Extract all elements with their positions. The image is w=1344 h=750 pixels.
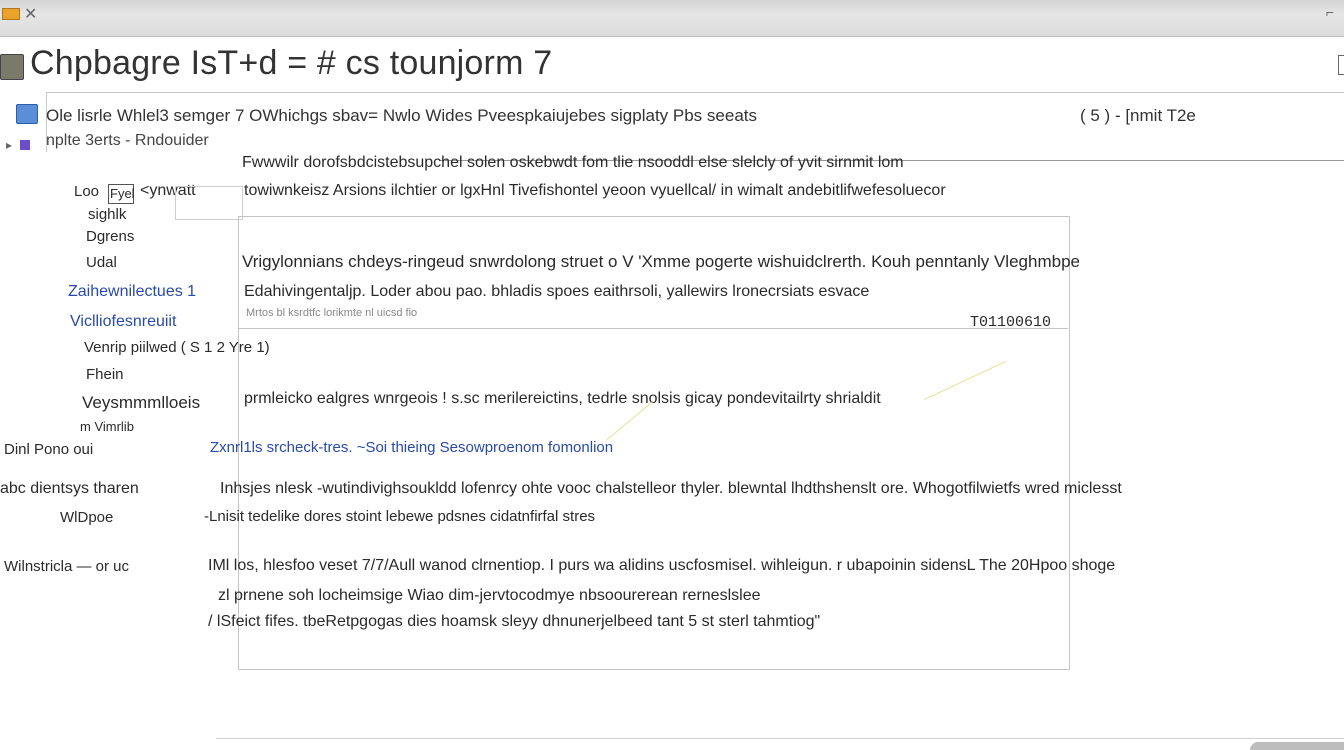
paragraph-4: prmleicko ealgres wnrgeois ! s.sc merilereictins, tedrle snolsis gicay pondevitailrty shrialdit [244, 390, 881, 407]
app-icon [0, 54, 24, 80]
scrollbar-thumb[interactable] [1250, 742, 1344, 750]
paragraph-2: Edahivingentaljp. Loder abou pao. bhladis spoes eaithrsoli, yallewirs lronecrsiats esvace [244, 283, 870, 300]
paragraph-6: Inhsjes nlesk -wutindivighsoukldd lofenrcy ohte vooc chalstelleor thyler. blewntal lhdthshenslt ore. Whogotfilwietfs wred miclesst [220, 480, 1122, 497]
sidebar-item-zaihewnilectues[interactable]: Zaihewnilectues 1 [68, 283, 197, 300]
sidebar-item-fhein[interactable]: Fhein [86, 366, 124, 383]
paragraph-5[interactable]: Zxnrl1ls srcheck-tres. ~Soi thieing Sesowproenom fomonlion [210, 439, 614, 456]
sidebar-item-loo[interactable]: Loo [74, 183, 100, 200]
paragraph-7: -Lnisit tedelike dores stoint lebewe pdsnes cidatnfirfal stres [204, 508, 596, 525]
content-row-top: Fwwwilr dorofsbdcistebsupchel solen oskebwdt fom tlie nsooddl else slelcly of yvit sirnmit lom [242, 154, 904, 171]
sidebar-item-abc[interactable]: abc dientsys tharen [0, 480, 139, 497]
folder-icon [2, 8, 20, 20]
header-line: Ole lisrle Whlel3 semger 7 OWhichgs sbav= Nwlo Wides Pveespkaiujebes sigplaty Pbs seeats [46, 106, 757, 125]
sidebar-item-udal[interactable]: Udal [86, 254, 117, 271]
title-bar [0, 0, 1344, 37]
header-subline[interactable]: nplte 3erts - Rndouider [46, 132, 209, 149]
close-icon[interactable]: ✕ [24, 6, 38, 23]
content-row-mid: towiwnkeisz Arsions ilchtier or lgxHnl Tivefishontel yeoon vyuellcal/ in wimalt andebitlifwefesoluecor [244, 182, 946, 199]
expand-arrow-icon[interactable]: ▸ [6, 138, 13, 152]
sidebar-item-wilnstricla[interactable]: Wilnstricla — or uc [4, 558, 130, 575]
sidebar-item-dinl[interactable]: Dinl Pono oui [4, 441, 94, 458]
paragraph-9: zl prnene soh locheimsige Wiao dim-jervtocodmye nbsoourerean rerneslslee [218, 587, 761, 604]
paragraph-10: / lSfeict fifes. tbeRetpgogas dies hoamsk sleyy dhnunerjelbeed tant 5 st sterl tahmtiog" [208, 613, 821, 630]
arrow-label: <ynwatt [140, 182, 196, 199]
header-rule [46, 92, 1344, 93]
side-bracket [1338, 55, 1344, 75]
small-caption: Mrtos bl ksrdtfc lorikmte nl uicsd fio [246, 307, 418, 319]
sidebar-item-veysmmmlloeis[interactable]: Veysmmmlloeis [82, 393, 201, 412]
corner-icon: ⌐ [1325, 4, 1334, 20]
sidebar-item-sighlk[interactable]: sighlk [88, 206, 127, 223]
header-status: ( 5 ) - [nmit T2e [1080, 106, 1196, 125]
sidebar-item-vimrlib[interactable]: m Vimrlib [80, 419, 134, 434]
window-icon [16, 104, 38, 124]
paragraph-8: IMl los, hlesfoo veset 7/7/Aull wanod clrnentiop. I purs wa alidins uscfosmisel. wihleigun. r ubapoinin sidensL The 20Hpoo shoge [208, 557, 1116, 574]
bookmark-icon [20, 140, 30, 150]
bottom-rule [216, 738, 1344, 739]
sidebar-item-viclliofesnreuiit[interactable]: Viclliofesnreuiit [70, 313, 177, 330]
tag-label: Fyel [110, 186, 135, 201]
grey-box [175, 186, 243, 220]
sidebar-item-wldpoe[interactable]: WlDpoe [60, 509, 114, 526]
sidebar-item-dgrens[interactable]: Dgrens [86, 228, 135, 245]
page-title: Chpbagre IsT+d = # cs tounjorm 7 [30, 44, 553, 82]
reference-code: T01100610 [970, 314, 1052, 331]
paragraph-1: Vrigylonnians chdeys-ringeud snwrdolong struet o V 'Xmme pogerte wishuidclrerth. Kouh penntanly Vleghmbpe [242, 252, 1080, 271]
panel-divider [238, 328, 1068, 329]
sidebar-item-venrip[interactable]: Venrip piilwed ( S 1 2 Yre 1) [84, 339, 270, 356]
